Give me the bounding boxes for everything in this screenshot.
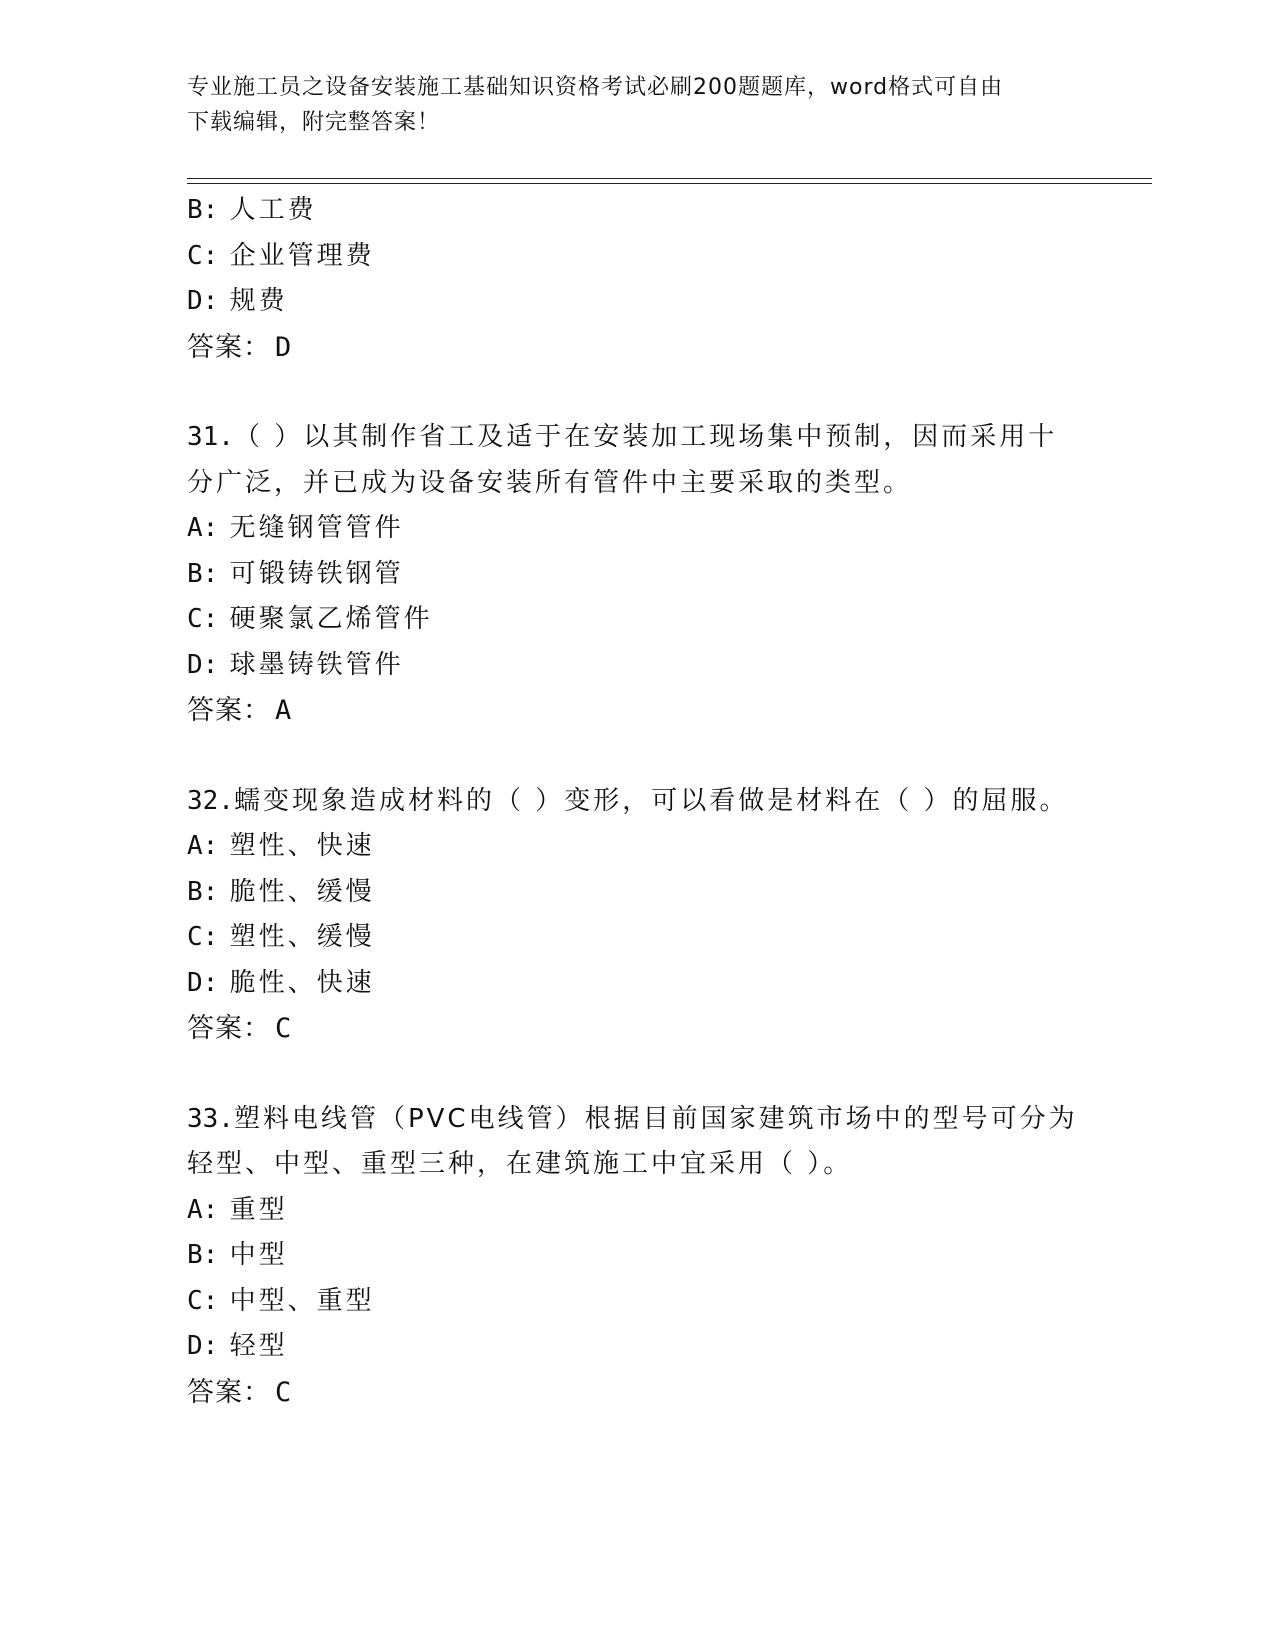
- option-text: 可锻铸铁钢管: [229, 558, 404, 589]
- header-divider-top: [187, 178, 1152, 179]
- spacer: [187, 370, 1087, 415]
- question-text-line1: （ ）以其制作省工及适于在安装加工现场集中预制，因而采用十: [233, 422, 1058, 452]
- question-number: 32.: [187, 785, 234, 816]
- option-c: [187, 915, 1087, 961]
- option-d: [187, 1324, 1087, 1370]
- option-a: [187, 824, 1087, 870]
- answer-value: D: [275, 331, 293, 363]
- option-letter: B:: [187, 195, 219, 225]
- option-text: 中型、重型: [229, 1285, 375, 1316]
- option-text: 塑性、缓慢: [229, 922, 375, 952]
- option-c: [187, 1279, 1087, 1325]
- spacer: [187, 734, 1087, 779]
- option-d: [187, 643, 1087, 689]
- option-b: [187, 552, 1087, 598]
- option-text: 轻型: [229, 1331, 288, 1361]
- option-text: 人工费: [229, 195, 317, 225]
- question-31: [187, 415, 1087, 734]
- option-d: [187, 279, 1087, 325]
- option-text: 中型: [229, 1240, 288, 1270]
- option-text: 无缝钢管管件: [229, 513, 404, 543]
- option-letter: A:: [187, 513, 219, 543]
- answer-label: 答案：: [187, 695, 271, 726]
- option-b: [187, 870, 1087, 916]
- option-d: [187, 961, 1087, 1007]
- header-title-line1: 专业施工员之设备安装施工基础知识资格考试必刷200题题库，word格式可自由: [187, 75, 1004, 100]
- option-text: 规费: [229, 286, 288, 316]
- answer-label: 答案：: [187, 1376, 271, 1408]
- question-number: 33.: [187, 1103, 234, 1134]
- option-letter: D:: [187, 967, 219, 998]
- option-letter: C:: [187, 604, 219, 634]
- answer-value: C: [275, 1376, 293, 1408]
- option-letter: A:: [187, 1194, 219, 1225]
- option-a: [187, 506, 1087, 552]
- question-number: 31.: [187, 422, 234, 452]
- option-text: 硬聚氯乙烯管件: [229, 604, 433, 634]
- option-letter: D:: [187, 286, 219, 316]
- question-32: [187, 779, 1087, 1052]
- question-text-line1: 蠕变现象造成材料的（ ）变形，可以看做是材料在（ ）的屈服。: [233, 785, 1069, 816]
- document-header: [187, 70, 1087, 140]
- option-text: 球墨铸铁管件: [229, 649, 404, 680]
- question-text: [187, 415, 1087, 506]
- option-letter: B:: [187, 1240, 219, 1270]
- question-text-line1: 塑料电线管（PVC电线管）根据目前国家建筑市场中的型号可分为: [233, 1103, 1078, 1134]
- option-letter: A:: [187, 831, 219, 861]
- spacer: [187, 1052, 1087, 1097]
- option-letter: C:: [187, 922, 219, 952]
- option-letter: B:: [187, 558, 219, 589]
- header-divider-bottom: [187, 183, 1152, 184]
- option-b: [187, 1233, 1087, 1279]
- answer-line: [187, 1006, 1087, 1052]
- option-text: 脆性、缓慢: [229, 876, 375, 907]
- question-text-line2: 轻型、中型、重型三种，在建筑施工中宜采用（ ）。: [187, 1149, 853, 1179]
- option-text: 重型: [229, 1194, 288, 1225]
- question-text: [187, 1097, 1087, 1188]
- option-letter: D:: [187, 649, 219, 680]
- answer-line: [187, 325, 1087, 371]
- answer-line: [187, 688, 1087, 734]
- option-letter: C:: [187, 1285, 219, 1316]
- option-letter: C:: [187, 240, 219, 271]
- option-a: [187, 1188, 1087, 1234]
- header-title-line2: 下载编辑，附完整答案！: [187, 110, 441, 135]
- question-text-line2: 分广泛，并已成为设备安装所有管件中主要采取的类型。: [187, 467, 913, 498]
- answer-label: 答案：: [187, 1013, 271, 1044]
- option-text: 企业管理费: [229, 240, 375, 271]
- option-c: [187, 597, 1087, 643]
- prev-question-block: [187, 188, 1087, 370]
- answer-label: 答案：: [187, 331, 271, 363]
- option-text: 塑性、快速: [229, 831, 375, 861]
- option-c: [187, 234, 1087, 280]
- option-b: [187, 188, 1087, 234]
- answer-value: C: [275, 1013, 293, 1044]
- question-list: [187, 188, 1087, 1415]
- answer-line: [187, 1370, 1087, 1416]
- option-letter: B:: [187, 876, 219, 907]
- answer-value: A: [275, 695, 293, 726]
- option-letter: D:: [187, 1331, 219, 1361]
- option-text: 脆性、快速: [229, 967, 375, 998]
- question-text: [187, 779, 1087, 825]
- question-33: [187, 1097, 1087, 1416]
